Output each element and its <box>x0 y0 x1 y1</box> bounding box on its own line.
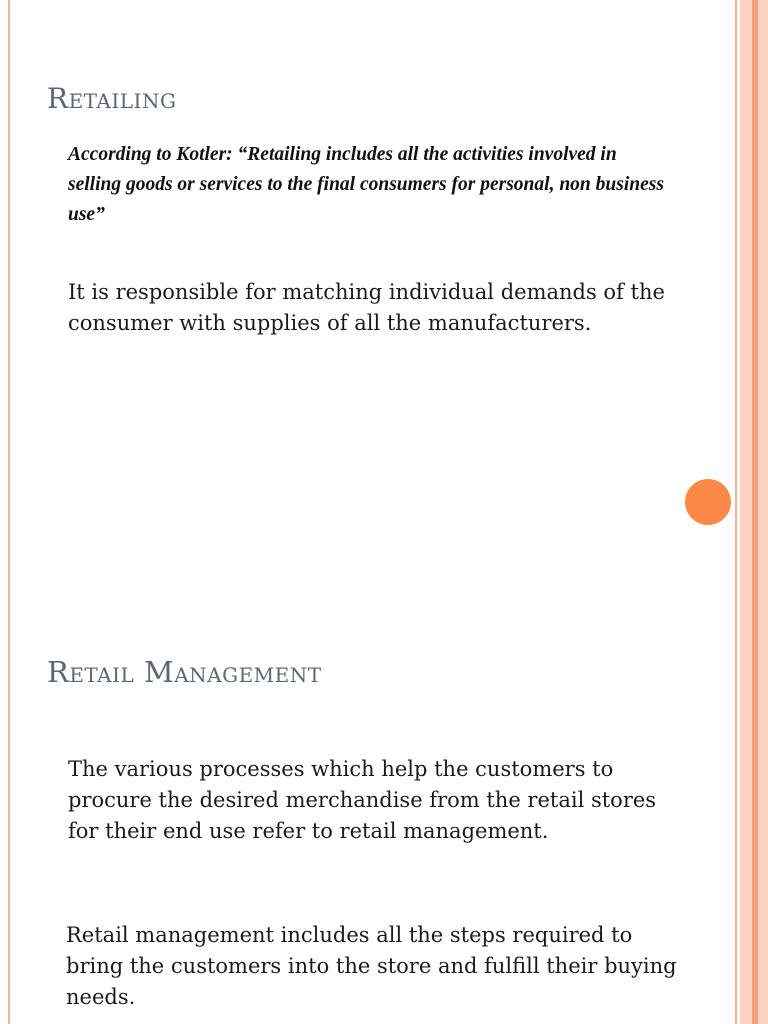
slide-border-right-line <box>735 0 737 1024</box>
kotler-quote: According to Kotler: “Retailing includes all the activities involved in selling goods or services to the final consumers for personal, non business use” <box>68 144 664 225</box>
accent-circle <box>685 479 731 525</box>
retail-management-steps: Retail management includes all the steps required to bring the customers into the store and fulfill their buying needs. <box>66 923 677 1009</box>
slide-title-retail-management: Retail Management <box>47 655 322 689</box>
slide-title-retailing: Retailing <box>47 82 177 115</box>
retail-management-definition: The various processes which help the customers to procure the desired merchandise from the retail stores for their end use refer to retail management. <box>68 757 657 843</box>
slide-border-right-stripe <box>752 0 758 1024</box>
slide-border-left <box>8 0 10 1024</box>
retailing-description: It is responsible for matching individual demands of the consumer with supplies of all the manufacturers. <box>68 280 665 335</box>
